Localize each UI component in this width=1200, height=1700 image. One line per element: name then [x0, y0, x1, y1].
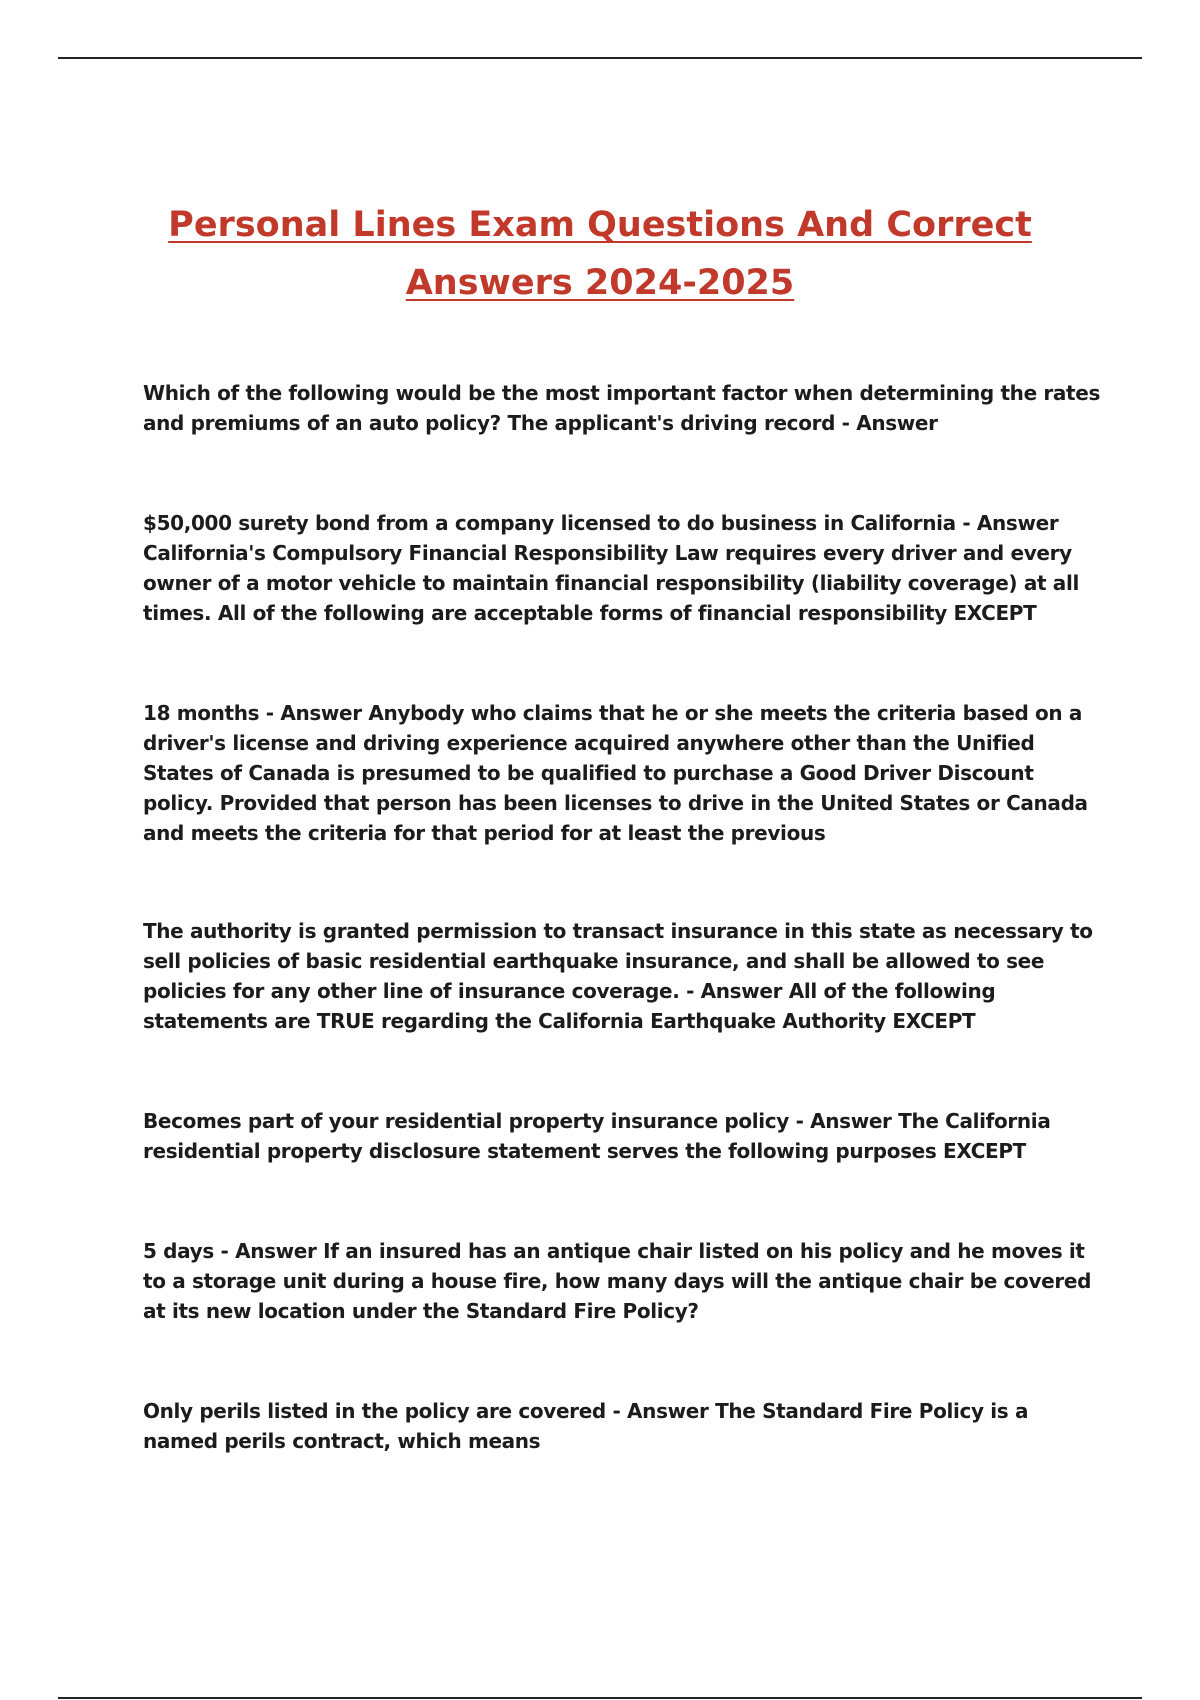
qa-entry: 18 months - Answer Anybody who claims that he or she meets the criteria based on a driver's license and driving experience acquired anywhere other than the Unified States of Canada is presumed to be qualified to purchase a Good Driver Discount policy. Provided that person has been licenses to drive in the United States or Canada and meets the criteria for that period for at least the previous	[143, 701, 1088, 845]
page-title	[140, 196, 1060, 312]
qa-entry: $50,000 surety bond from a company licensed to do business in California - Answer California's Compulsory Financial Responsibility Law requires every driver and every owner of a motor vehicle to maintain financial responsibility (liability coverage) at all times. All of the following are acceptable forms of financial responsibility EXCEPT	[143, 511, 1079, 625]
header-rule	[58, 57, 1142, 59]
qa-entry: The authority is granted permission to transact insurance in this state as necessary to sell policies of basic residential earthquake insurance, and shall be allowed to see policies for any other line of insurance coverage. - Answer All of the following statements are TRUE regarding the California Earthquake Authority EXCEPT	[143, 919, 1093, 1033]
qa-entry: Which of the following would be the most important factor when determining the rates and premiums of an auto policy? The applicant's driving record - Answer	[143, 381, 1101, 435]
qa-entry: Only perils listed in the policy are covered - Answer The Standard Fire Policy is a named perils contract, which means	[143, 1399, 1029, 1453]
qa-entry: Becomes part of your residential property insurance policy - Answer The California residential property disclosure statement serves the following purposes EXCEPT	[143, 1109, 1051, 1163]
footer-rule	[58, 1697, 1142, 1699]
title-line-2: Answers 2024-2025	[405, 263, 795, 303]
title-line-1: Personal Lines Exam Questions And Correct	[168, 205, 1032, 245]
qa-list	[143, 378, 1103, 1456]
qa-entry: 5 days - Answer If an insured has an antique chair listed on his policy and he moves it to a storage unit during a house fire, how many days will the antique chair be covered at its new location under the Standard Fire Policy?	[143, 1239, 1092, 1323]
